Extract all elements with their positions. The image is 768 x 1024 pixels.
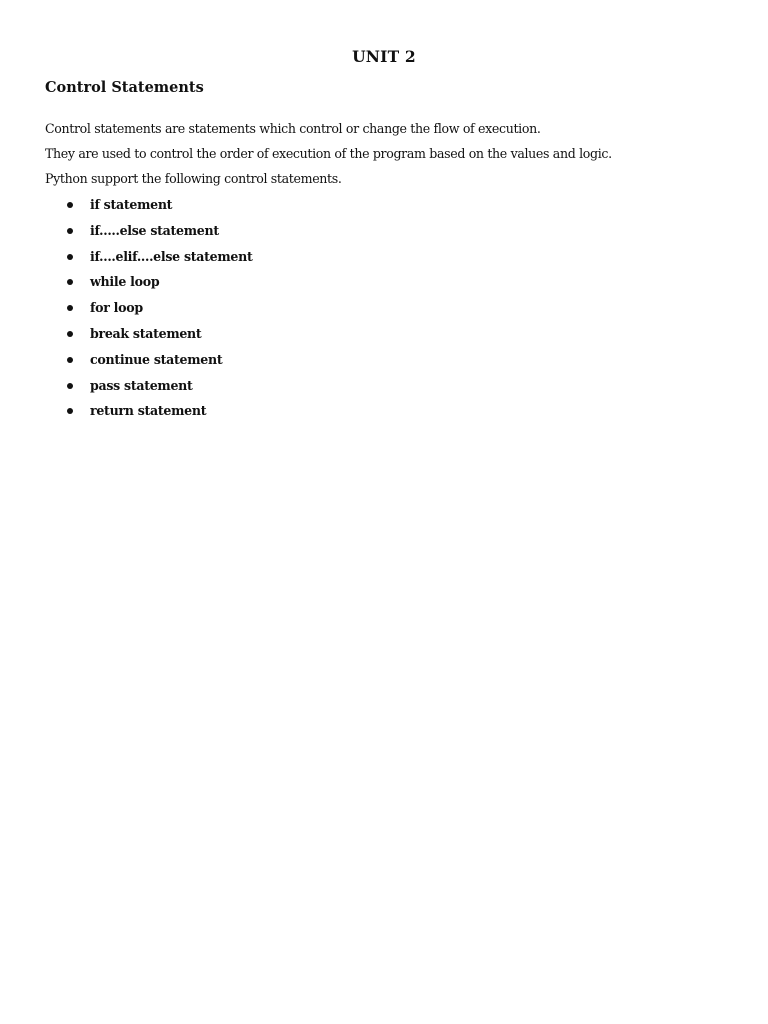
unit-title: UNIT 2 — [352, 47, 416, 66]
list-item-label: if statement — [90, 197, 173, 212]
list-item-label: if.....else statement — [90, 222, 219, 238]
paragraph: Control statements are statements which control or change the flow of execution. — [45, 121, 541, 136]
list-item-label: if....elif....else statement — [90, 248, 253, 264]
bullet-icon — [67, 228, 73, 234]
list-item-label: while loop — [90, 274, 160, 290]
bullet-icon — [67, 357, 73, 363]
bullet-icon — [67, 408, 73, 414]
paragraph: They are used to control the order of execution of the program based on the values and logic. — [45, 146, 612, 161]
list-item-label: pass statement — [90, 377, 193, 393]
bullet-icon — [67, 383, 73, 389]
bullet-icon — [67, 331, 73, 337]
bullet-icon — [67, 254, 73, 260]
bullet-icon — [67, 279, 73, 285]
list-item-label: continue statement — [90, 351, 223, 367]
section-heading: Control Statements — [45, 79, 204, 96]
list-item-label: for loop — [90, 300, 143, 316]
list-item-label: return statement — [90, 403, 207, 419]
list-item-label: break statement — [90, 325, 202, 341]
bullet-icon — [67, 202, 73, 208]
paragraph: Python support the following control statements. — [45, 171, 342, 186]
bullet-icon — [67, 305, 73, 311]
